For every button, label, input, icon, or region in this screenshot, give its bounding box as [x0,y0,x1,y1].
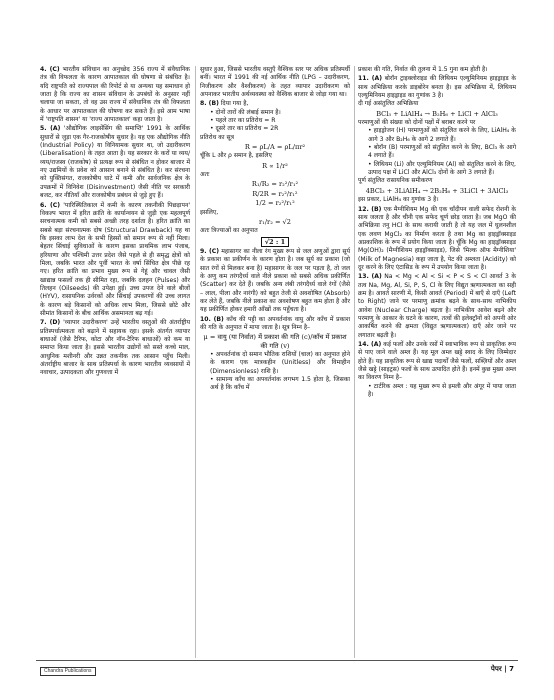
answer-continuation: सुधार हुआ, जिससे भारतीय वस्तुएँ वैश्विक स्तर पर अधिक प्रतिस्पर्धी बनीं। भारत में 1991 की नई आर्थिक नीति (LPG – उदारीकरण, निजीकरण और वैश्वीकरण) के तहत व्यापार उदारीकरण को अपनाकर भारतीय अर्थव्यवस्था को वैश्विक बाजार से जोड़ा गया था। [200,66,350,99]
answer-number: 12. (B) [358,205,382,213]
bullet-item: • हाइड्रोजन (H) परमाणुओं को संतुलित करने के लिए, LiAlH₄ के आगे 3 और B₂H₆ के आगे 2 लगाते हैं। [368,127,516,143]
answer-text: एक मैग्नीशियम Mg की एक चाँदीपन वाली सफेद रोशनी के साथ जलता है और चीनी एक सफेद चूर्ण छोड़ जाता है। जब MgO की अभिक्रिया तनु HCl के साथ करायी जाती है तो यह जल में घुलनशील एक लवण MgCl₂ का निर्माण करता है तथा Mg का हाइड्रॉक्साइड अप्रकाशिक के रूप में प्रयोग किया जाता है। चूँकि Mg का हाइड्रॉक्साइड Mg(OH)₂ (मैग्नीशियम हाइड्रॉक्साइड), जिसे 'मिल्क ऑफ मैग्नीशिया' (Milk of Magnesia) कहा जाता है, पेट की अम्लता (Acidity) को दूर करने के लिए एंटासिड के रूप में उपयोग किया जाता है। [358,205,516,271]
answer-12 [358,206,516,273]
answer-6 [40,202,190,319]
publisher-logo: Chandra Publications [40,667,96,676]
answer-7 [40,319,190,377]
answer-text: कई फलों और उनके रसों में स्वाभाविक रूप से प्राकृतिक रूप से पाए जाने वाले अम्ल हैं। यह मूल अम्ल खट्टे स्वाद के लिए जिम्मेदार होते हैं। यह प्राकृतिक रूप से खाद्य पदार्थों जैसे फलों, सब्ज़ियों और अम्ल जैसे खट्टे (साइट्रस) फलों के साथ उत्पादित होते हैं। इनमें कुछ मुख्य अम्ल का विवरण निम्न है– [358,341,517,382]
column-divider [354,66,355,658]
given-item: • पहले तार का प्रतिरोध = R [210,117,276,125]
answer-text: बोरॉन ट्राइक्लोराइड की लिथियम एल्युमिनियम हाइड्राइड के साथ अभिक्रिया करके डाइबोरेन बनता है। इस अभिक्रिया में, लिथियम एल्युमिनियम हाइड्राइड का गुणांक 3 है। [358,75,517,100]
formula: μ = वायु (या निर्वात) में प्रकाश की गति (c)/काँच में प्रकाश की गति (v) [203,333,347,350]
answer-text: अतः [200,171,210,179]
answer-8 [200,100,350,247]
footer-rule [36,660,518,661]
answer-text: पूर्ण संतुलित रासायनिक समीकरण [358,177,433,185]
column-left [40,66,190,379]
bullet-item: • बोरॉन (B) परमाणुओं को संतुलित करने के लिए, BCl₃ के आगे 4 लगाते हैं। [368,144,516,160]
page-number: पेपर | 7 [490,665,514,673]
column-middle [200,66,350,394]
chemical-equation: 4BCl₃ + 3LiAlH₄ → 2B₂H₆ + 3LiCl + 3AlCl₃ [365,186,509,195]
bullet-item: • टार्टरिक अम्ल : यह मुख्य रूप से इमली और अंगूर में पाया जाता है। [368,382,516,399]
answer-text: Na < Mg < Al < Si < P < S < Cl आवर्त 3 के तत्व Na, Mg, Al, Si, P, S, Cl के लिए विद्युत ऋणात्मकता का सही क्रम है। आवर्त सारणी में, किसी आवर्त (Period) में बाएँ से दाएँ (Left to Right) जाने पर परमाणु क्रमांक बढ़ने के साथ-साथ नाभिकीय आवेश (Nuclear Charge) बढ़ता है। नाभिकीय आवेश बढ़ने और परमाणु के आकार के घटने के कारण, तत्वों की इलेक्ट्रॉनों को अपनी ओर आकर्षित करने की क्षमता (विद्युत ऋणात्मकता) दाएँ ओर जाने पर लगातार बढ़ती है। [358,273,517,339]
answer-text: इस प्रकार, LiAlH₄ का गुणांक 3 है। [358,196,439,204]
bullet-item: • अपवर्तनांक दो समान भौतिक राशियों (चाल) का अनुपात होने के कारण एक मात्रकहीन (Unitless) और विमाहीन (Dimensionless) राशि है। [210,351,350,375]
page-footer [0,660,554,680]
answer-text: काँच की पट्टी का अपवर्तनांक वायु और काँच में प्रकाश की गति के अनुपात में मापा जाता है। सूत्र निम्न है– [200,315,351,331]
formula: R/2R = r₂²/r₁² [252,189,298,198]
answer-11 [358,75,516,204]
given-item: • दूसरे तार का प्रतिरोध = 2R [210,125,279,133]
formula-label: प्रतिरोध का सूत्र [200,133,234,141]
answer-number: 14. (A) [358,341,382,348]
answer-number: 13. (A) [358,273,382,281]
answer-9 [200,248,350,315]
formula: R₁/R₂ = r₂²/r₁² [251,180,299,189]
answer-text: इसलिए, [200,208,219,216]
answer-text: 'व्यापार उदारीकरण' उन्हें भारतीय वस्तुओं की अंतर्राष्ट्रीय प्रतिस्पर्धात्मकता को बढ़ाने में सहायक रहा। इसके अंतर्गत व्यापार बाधाओं (जैसे टैरिफ, कोटा और नॉन-टैरिफ बाधाओं) को कम या समाप्त किया जाता है। इससे भारतीय उद्योगों को सस्ते कच्चे माल, आधुनिक मशीनरी और उन्नत तकनीक तक आसान पहुँच मिली। अंतर्राष्ट्रीय बाजार के साथ प्रतिस्पर्धा के कारण भारतीय व्यवसायों में नवाचार, उत्पादकता और गुणवत्ता में [40,319,191,377]
answer-text: चूँकि L और ρ समान है, इसलिए [200,152,272,160]
formula: r₁/r₂ = √2 [259,217,291,226]
column-divider [195,66,196,658]
answer-text: अतः त्रिज्याओं का अनुपात [200,227,258,235]
answer-text: महासागर का नीला रंग मुख्य रूप से जल अणुओं द्वारा सूर्य के प्रकाश का प्रकीर्णन के कारण होता है। जब सूर्य का प्रकाश (जो सात रंगों से मिलकर बना है) महासागर के जल पर पड़ता है, तो जल के अणु कम तरंगदैर्ध्य वाले नीले प्रकाश को सबसे अधिक प्रकीर्णित (Scatter) कर देते हैं। जबकि अन्य लंबी तरंगदैर्ध्य वाले रंगों (जैसे – लाल, पीला और नारंगी) को बहुत तेजी से अवशोषित (Absorb) कर लेते हैं, जबकि नीले प्रकाश का अवशोषण बहुत कम होता है और यह प्रकीर्णित होकर हमारी आँखों तक पहुँचता है। [200,247,351,314]
answer-number: 8. (B) [200,100,219,108]
chemical-equation: BCl₃ + LiAlH₄ → B₂H₆ + LiCl + AlCl₃ [376,109,498,118]
answer-number: 7. (D) [40,319,61,327]
answer-continuation: प्रकाश की गति, निर्वात की तुलना में 1.5 गुना कम होती है। [358,66,488,73]
answer-text: 'पारिस्थितिकाल में कमी के कारण तकनीकी पिछड़ापन' विकल्प भारत में हरित क्रांति के कार्यान्वयन से जुड़ी एक महत्वपूर्ण सरचनात्मक कमी को सबसे अच्छी तरह दर्शाता है। हरित क्रांति का सबसे बड़ा संरचनात्मक दोष (Structural Drawback) यह था कि इसका लाभ देश के सभी हिस्सों को समान रूप से नहीं मिला। बेहतर सिंचाई सुविधाओं के कारण इसका प्राथमिक लाभ पंजाब, हरियाणा और पश्चिमी उत्तर प्रदेश जैसे पहले से ही समृद्ध क्षेत्रों को मिला, जबकि भारत और पूर्वी भारत के वर्षा सिंचित क्षेत्र पीछे रह गए। हरित क्रांति का प्रभाव मुख्य रूप से गेहूं और चावल जैसी खाद्यान्न फसलों तक ही सीमित रहा, जबकि दलहन (Pulses) और तिलहन (Oilseeds) की उपेक्षा हुई। उच्च उपज देने वाले बीजों (HYV), रासायनिक उर्वरकों और सिंचाई उपकरणों की उच्च लागत के कारण बड़े किसानों को अधिक लाभ मिला, जिससे छोटे और सीमांत किसानों के बीच आर्थिक असमानता बढ़ गई। [40,201,191,317]
answer-number: 9. (C) [200,247,219,255]
answer-number: 10. (B) [200,315,224,323]
answer-number: 4. (C) [40,66,60,73]
formula: R ∝ 1/r² [262,161,288,170]
bullet-item: • लिथियम (Li) और एल्युमिनियम (Al) को संतुलित करने के लिए, उत्पाद पक्ष में LiCl और AlCl₃ दोनों के आगे 3 लगाते हैं। [368,160,516,177]
answer-number: 5. (A) [40,125,61,133]
answer-number: 11. (A) [358,75,383,83]
answer-text: दिया गया है, [220,100,249,108]
final-answer-box: √2 : 1 [261,237,290,247]
given-item: • दोनों तारों की लंबाई समान है। [210,108,281,116]
formula: R = ρL/A = ρL/πr² [244,143,306,152]
bullet-item: • सामान्य काँच का अपवर्तनांक लगभग 1.5 होता है, जिसका अर्थ है कि काँच में [210,376,350,392]
answer-text: परमाणुओं की संख्या को दोनों पक्षों में बराबर करने पर [358,119,476,127]
answer-text: भारतीय संविधान का अनुच्छेद 356 राज्य में संवैधानिक तंत्र की विफलता के कारण आपातकाल की घोषणा से संबंधित है। यदि राष्ट्रपति को राज्यपाल की रिपोर्ट से या अन्यथा यह समाधान हो जाता है कि राज्य का शासन संविधान के उपबंधों के अनुसार नहीं चलाया जा सकता, तो वह उस राज्य में संवैधानिक तंत्र की विफलता के आधार पर आपातकाल की घोषणा कर सकते हैं। इसे आम भाषा में 'राष्ट्रपति शासन' या 'राज्य आपातकाल' कहा जाता है। [40,66,190,124]
answer-text: 'औद्योगिक लाइसेंसिंग की समाप्ति' 1991 के आर्थिक सुधारों से जुड़ा एक गैर-राजकोषीय सुधार है। यह एक औद्योगिक नीति (Industrial Policy) या विनियामक सुधार था, जो उदारीकरण (Liberalisation) के तहत आता है। यह सरकार के करों या व्यय/व्यय/राजस्व (राजकोष) से प्रत्यक्ष रूप से संबंधित न होकर बाजार में नए उद्यमियों के प्रवेश को आसान बनाने से संबंधित है। कर संरचना को युक्तिसंगत, राजकोषीय घाटे में कमी और सार्वजनिक क्षेत्र के उपक्रमों में विनिवेश (Disinvestment) जैसी नीति पर सरकारी बजट, कर नीतियाँ और राजकोषीय प्रबंधन से जुड़े हुए हैं। [40,125,191,200]
formula: 1/2 = r₂²/r₁² [255,199,295,208]
answer-text: दी गई असंतुलित अभिक्रिया [358,100,419,108]
answer-10 [200,316,350,393]
answer-13 [358,273,516,340]
answer-number: 6. (C) [40,201,61,209]
answer-4 [40,66,190,124]
answer-5 [40,125,190,200]
answer-14 [358,341,516,399]
column-right [358,66,516,400]
